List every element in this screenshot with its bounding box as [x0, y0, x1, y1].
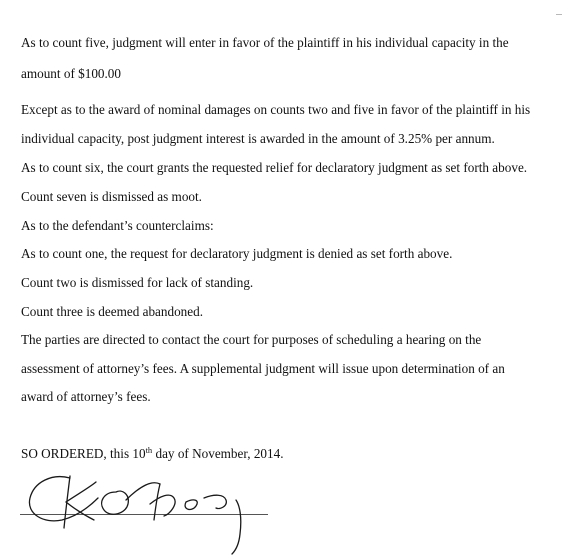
handwritten-signature	[0, 440, 565, 557]
text-line-parties-directed: The parties are directed to contact the court for purposes of scheduling a hearing on the	[21, 332, 482, 347]
text-line-counterclaims-heading: As to the defendant’s counterclaims:	[21, 218, 214, 233]
text-line-attorney-fees: assessment of attorney’s fees. A supplemental judgment will issue upon determination of an	[21, 361, 505, 376]
text-line-count-seven: Count seven is dismissed as moot.	[21, 189, 202, 204]
so-ordered-suffix: day of November, 2014.	[152, 446, 284, 461]
so-ordered-prefix: SO ORDERED, this 10	[21, 446, 146, 461]
so-ordered-superscript: th	[145, 445, 153, 455]
scan-edge-mark	[556, 14, 562, 15]
text-line-amount: amount of $100.00	[21, 66, 121, 81]
text-line-post-judgment-interest: individual capacity, post judgment interest is awarded in the amount of 3.25% per annum.	[21, 131, 495, 146]
text-line-counterclaim-two: Count two is dismissed for lack of standing.	[21, 275, 254, 290]
text-line-count-six: As to count six, the court grants the requested relief for declaratory judgment as set forth above.	[21, 160, 528, 175]
text-line-nominal-damages: Except as to the award of nominal damages on counts two and five in favor of the plaintiff in his	[21, 102, 531, 117]
text-line-counterclaim-one: As to count one, the request for declaratory judgment is denied as set forth above.	[21, 246, 453, 261]
text-line-counterclaim-three: Count three is deemed abandoned.	[21, 304, 204, 319]
text-line-award-fees: award of attorney’s fees.	[21, 389, 151, 404]
text-line-count-five: As to count five, judgment will enter in favor of the plaintiff in his individual capacity in the	[21, 35, 509, 50]
